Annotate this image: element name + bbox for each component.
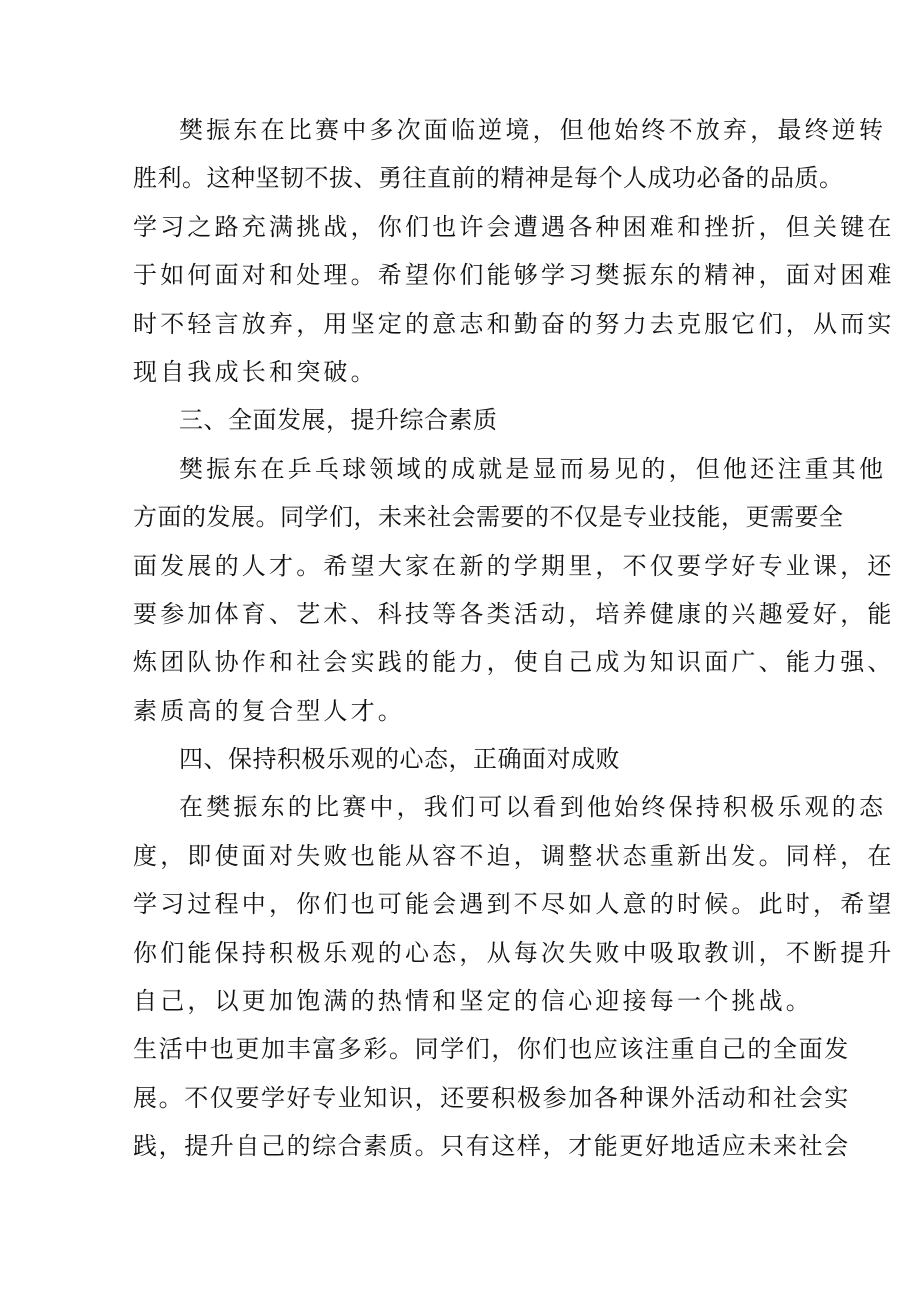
paragraph-line: 践，提升自己的综合素质。只有这样，才能更好地适应未来社会 [133, 1132, 850, 1161]
paragraph-all-round-development [133, 445, 895, 735]
paragraph-line: 生活中也更加丰富多彩。同学们，你们也应该注重自己的全面发 [133, 1035, 850, 1064]
document-body [133, 106, 895, 1171]
paragraph-line: 现自我成长和突破。 [133, 357, 378, 386]
paragraph-line: 度，即使面对失败也能从容不迫，调整状态重新出发。同样，在 [133, 841, 895, 870]
paragraph-line: 展。不仅要学好专业知识，还要积极参加各种课外活动和社会实 [133, 1083, 850, 1112]
paragraph-line: 炼团队协作和社会实践的能力，使自己成为知识面广、能力强、 [133, 648, 895, 677]
paragraph-line: 面发展的人才。希望大家在新的学期里，不仅要学好专业课，还 [133, 551, 895, 580]
section-heading-3: 三、全面发展，提升综合素质 [179, 406, 498, 435]
paragraph-line: 方面的发展。同学们，未来社会需要的不仅是专业技能，更需要全 [133, 503, 844, 532]
paragraph-line: 时不轻言放弃，用坚定的意志和勤奋的努力去克服它们，从而实 [133, 309, 895, 338]
paragraph-positive-attitude [133, 783, 895, 1025]
section-heading-4: 四、保持积极乐观的心态，正确面对成败 [179, 745, 620, 774]
paragraph-line: 自己，以更加饱满的热情和坚定的信心迎接每一个挑战。 [133, 987, 813, 1016]
paragraph-perseverance [133, 106, 895, 396]
paragraph-line: 学习之路充满挑战，你们也许会遭遇各种困难和挫折，但关键在 [133, 212, 895, 241]
paragraph-line: 在樊振东的比赛中，我们可以看到他始终保持积极乐观的态 [179, 793, 887, 822]
paragraph-line: 樊振东在乒乓球领域的成就是显而易见的，但他还注重其他 [179, 454, 887, 483]
paragraph-line: 于如何面对和处理。希望你们能够学习樊振东的精神，面对困难 [133, 261, 895, 290]
paragraph-line: 学习过程中，你们也可能会遇到不尽如人意的时候。此时，希望 [133, 890, 895, 919]
paragraph-line: 素质高的复合型人才。 [133, 696, 405, 725]
paragraph-line: 樊振东在比赛中多次面临逆境，但他始终不放弃，最终逆转 [179, 116, 887, 144]
paragraph-rich-life [133, 1025, 850, 1170]
paragraph-line: 要参加体育、艺术、科技等各类活动，培养健康的兴趣爱好，能 [133, 599, 895, 628]
paragraph-line: 你们能保持积极乐观的心态，从每次失败中吸取教训，不断提升 [133, 938, 895, 967]
paragraph-line: 胜利。这种坚韧不拔、勇往直前的精神是每个人成功必备的品质。 [133, 164, 844, 193]
